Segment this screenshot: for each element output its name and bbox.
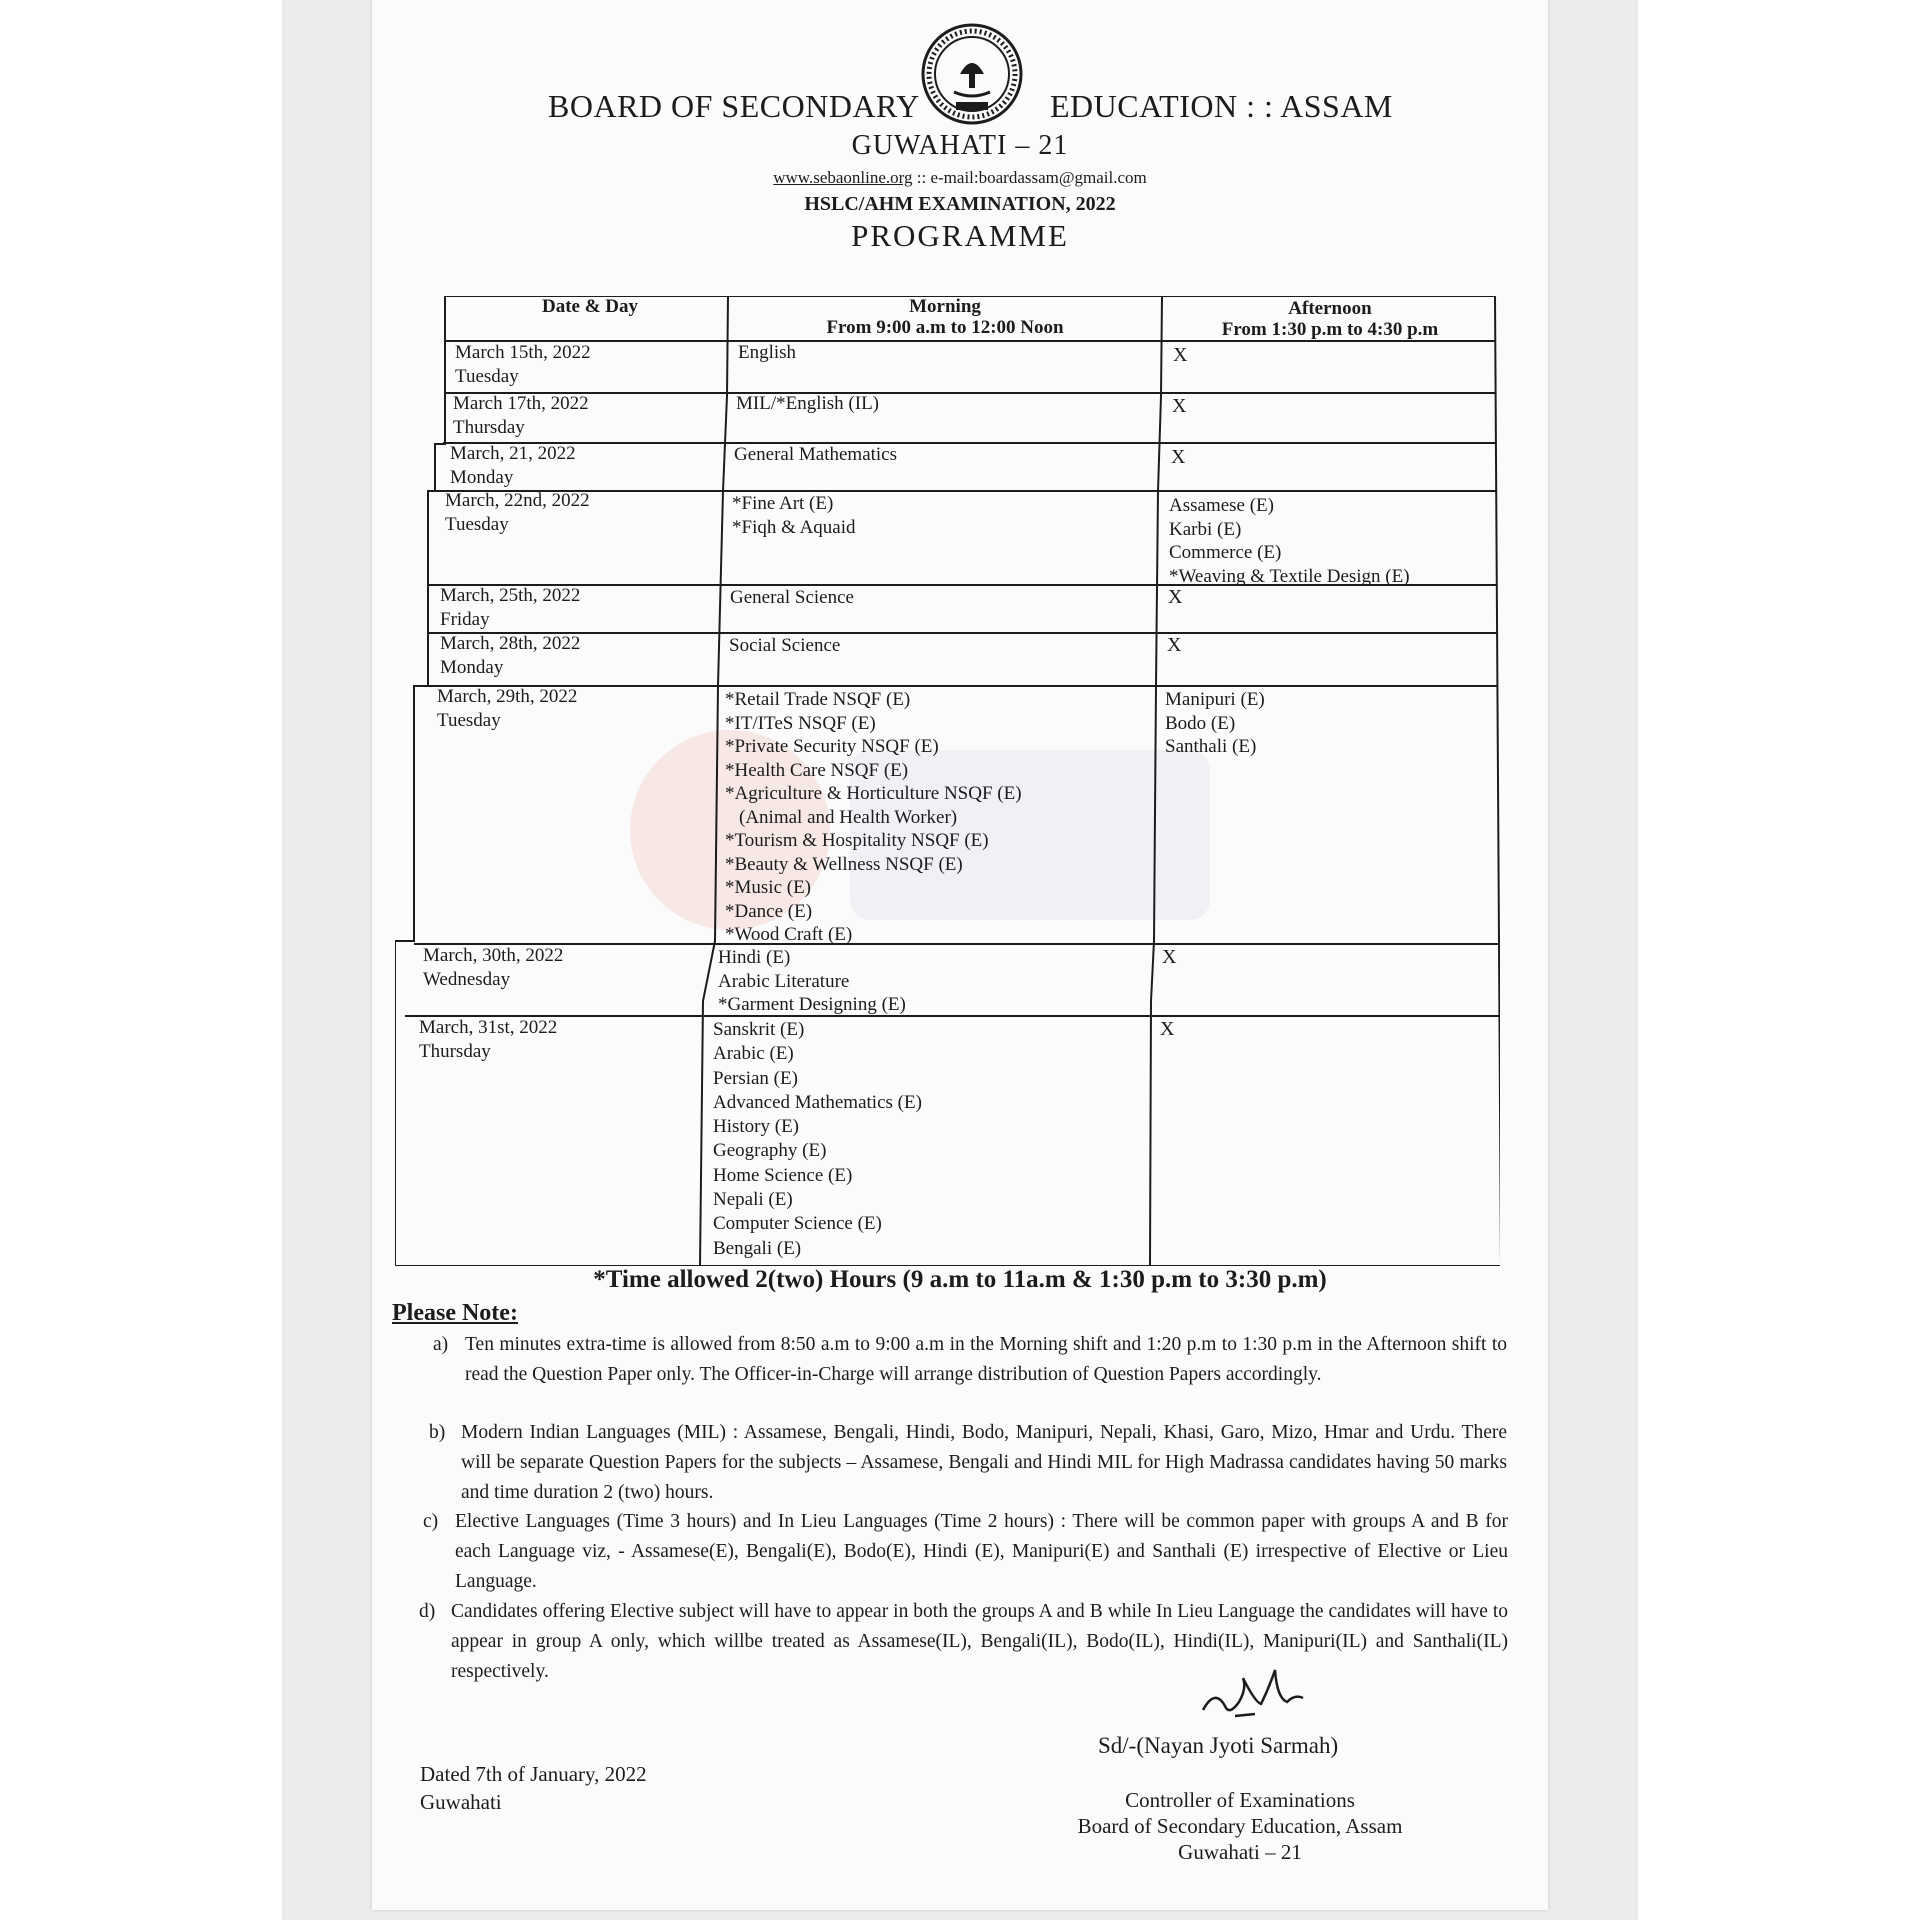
row-date: March 15th, 2022 <box>455 342 591 363</box>
subject: Manipuri (E) <box>1165 689 1265 710</box>
row-day: Friday <box>440 608 490 630</box>
subject: Commerce (E) <box>1169 542 1282 563</box>
row-morning <box>729 634 840 658</box>
table-row-date <box>445 489 590 536</box>
morning-title: Morning <box>909 296 981 317</box>
subject: *Beauty & Wellness NSQF (E) <box>725 853 963 875</box>
row-morning <box>718 946 906 1017</box>
row-afternoon <box>1169 494 1410 588</box>
subject: General Science <box>730 587 854 608</box>
exam-title: HSLC/AHM EXAMINATION, 2022 <box>804 193 1116 215</box>
signatory-name: Sd/-(Nayan Jyoti Sarmah) <box>1098 1733 1339 1758</box>
row-morning <box>730 586 854 610</box>
table-row-date <box>450 442 576 489</box>
not-applicable-mark: X <box>1172 395 1187 417</box>
row-afternoon <box>1173 344 1187 368</box>
row-date: March, 31st, 2022 <box>419 1017 558 1038</box>
subject: English <box>738 342 797 363</box>
not-applicable-mark: X <box>1160 1018 1175 1040</box>
row-date: March 17th, 2022 <box>453 393 589 414</box>
row-afternoon <box>1160 1018 1174 1042</box>
subject: Nepali (E) <box>713 1189 793 1211</box>
website-link[interactable]: www.sebaonline.org <box>773 168 913 187</box>
subject: *Weaving & Textile Design (E) <box>1169 565 1410 587</box>
subject: Arabic Literature <box>718 970 850 992</box>
header-contact <box>0 168 1920 188</box>
header-org-right: EDUCATION : : ASSAM <box>1050 88 1393 124</box>
row-date: March, 21, 2022 <box>450 443 576 464</box>
note-label: d) <box>419 1601 436 1622</box>
note-label: b) <box>429 1422 446 1443</box>
contact-separator: :: <box>916 168 927 187</box>
subject: Arabic (E) <box>713 1043 794 1065</box>
subject: *Agriculture & Horticulture NSQF (E) <box>725 783 1022 804</box>
issue-place: Guwahati <box>420 1790 502 1814</box>
issue-date: Dated 7th of January, 2022 <box>420 1762 647 1786</box>
note-text: Modern Indian Languages (MIL) : Assamese, Bengali, Hindi, Bodo, Manipuri, Nepali, Khasi, Garo, Mizo, Hmar and Urdu. There will be separate Question Papers for the subjects – Assamese, Bengali and Hindi MIL for High Madrassa candidates having 50 marks and time duration 2 (two) hours. <box>461 1422 1507 1503</box>
subject: MIL/*English (IL) <box>736 393 880 414</box>
table-row-date <box>440 632 580 679</box>
subject: *Garment Designing (E) <box>718 994 906 1015</box>
row-date: March, 29th, 2022 <box>437 686 578 707</box>
subject-note: (Animal and Health Worker) <box>739 806 958 828</box>
notes-title: Please Note: <box>392 1300 518 1326</box>
subject: *IT/ITeS NSQF (E) <box>725 712 876 734</box>
column-header-morning <box>735 296 1155 338</box>
subject: Karbi (E) <box>1169 518 1242 540</box>
subject: General Mathematics <box>734 444 898 465</box>
row-afternoon <box>1171 446 1185 470</box>
time-allowed-note: *Time allowed 2(two) Hours (9 a.m to 11a.m & 1:30 p.m to 3:30 p.m) <box>593 1266 1327 1293</box>
note-item <box>423 1507 1508 1597</box>
not-applicable-mark: X <box>1171 446 1186 468</box>
row-morning <box>725 688 1022 947</box>
table-row-date <box>455 341 591 388</box>
row-day: Thursday <box>419 1040 491 1062</box>
row-afternoon <box>1172 395 1186 419</box>
row-afternoon <box>1165 688 1265 759</box>
row-day: Tuesday <box>437 709 501 731</box>
designation: Controller of Examinations <box>1125 1788 1355 1812</box>
signature-scribble <box>1195 1658 1315 1728</box>
note-text: Candidates offering Elective subject will have to appear in both the groups A and B while In Lieu Language the candidates will have to appear in group A only, which willbe treated as Assamese(IL), Bengali(IL), Bodo(IL), Hindi(IL), Manipuri(IL) and Santhali(IL) respectively. <box>451 1601 1508 1682</box>
board-seal-icon <box>920 22 1024 126</box>
header-org-left: BOARD OF SECONDARY <box>548 88 920 124</box>
dated-block <box>420 1760 647 1816</box>
afternoon-title: Afternoon <box>1288 298 1372 319</box>
schedule-table <box>395 296 1500 1266</box>
subject: Advanced Mathematics (E) <box>713 1091 922 1113</box>
subject: *Health Care NSQF (E) <box>725 759 909 781</box>
subject: History (E) <box>713 1116 800 1138</box>
row-day: Tuesday <box>455 365 519 387</box>
table-row-date <box>440 584 580 631</box>
note-text: Ten minutes extra-time is allowed from 8:50 a.m to 9:00 a.m in the Morning shift and 1:20 p.m to 1:30 p.m in the Afternoon shift to read the Question Paper only. The Officer-in-Charge will arrange distribution of Question Papers accordingly. <box>465 1334 1507 1385</box>
column-header-date: Date & Day <box>541 296 639 317</box>
row-morning <box>713 1018 922 1261</box>
not-applicable-mark: X <box>1168 586 1183 608</box>
note-item <box>433 1330 1507 1390</box>
subject: Persian (E) <box>713 1067 798 1089</box>
subject: Hindi (E) <box>718 947 791 968</box>
subject: *Wood Craft (E) <box>725 924 853 945</box>
row-date: March, 25th, 2022 <box>440 585 581 606</box>
row-morning <box>738 341 796 365</box>
subject: *Private Security NSQF (E) <box>725 736 939 757</box>
note-label: c) <box>423 1511 439 1532</box>
subject: Bengali (E) <box>713 1237 802 1259</box>
board-city: Guwahati – 21 <box>1178 1840 1302 1864</box>
email-address: e-mail:boardassam@gmail.com <box>930 168 1147 187</box>
subject: Sanskrit (E) <box>713 1019 805 1040</box>
row-afternoon <box>1162 946 1176 970</box>
not-applicable-mark: X <box>1173 344 1188 366</box>
signatory-designation-block <box>1060 1787 1420 1865</box>
afternoon-time: From 1:30 p.m to 4:30 p.m <box>1221 319 1439 340</box>
subject: Computer Science (E) <box>713 1213 882 1235</box>
row-morning <box>736 392 879 416</box>
table-row-date <box>437 685 577 732</box>
table-row-date <box>419 1016 557 1063</box>
row-day: Wednesday <box>423 968 511 990</box>
table-row-date <box>423 944 563 991</box>
row-morning <box>734 443 897 467</box>
subject: *Retail Trade NSQF (E) <box>725 689 911 710</box>
programme-title: PROGRAMME <box>851 218 1069 253</box>
subject: *Tourism & Hospitality NSQF (E) <box>725 830 989 851</box>
column-header-afternoon <box>1165 298 1495 340</box>
subject: Home Science (E) <box>713 1164 853 1186</box>
subject: Geography (E) <box>713 1140 827 1162</box>
row-day: Monday <box>440 656 504 678</box>
row-date: March, 28th, 2022 <box>440 633 581 654</box>
subject: Social Science <box>729 635 841 656</box>
row-date: March, 22nd, 2022 <box>445 490 590 511</box>
row-day: Monday <box>450 466 514 488</box>
row-morning <box>732 492 856 539</box>
row-afternoon <box>1168 586 1182 610</box>
subject: Bodo (E) <box>1165 712 1236 734</box>
row-day: Thursday <box>453 416 525 438</box>
header-city: GUWAHATI – 21 <box>851 130 1069 161</box>
note-item <box>429 1418 1507 1508</box>
subject: *Dance (E) <box>725 900 813 922</box>
subject: Assamese (E) <box>1169 495 1274 516</box>
row-afternoon <box>1167 634 1181 658</box>
board-name: Board of Secondary Education, Assam <box>1077 1814 1403 1838</box>
subject: *Fine Art (E) <box>732 493 834 514</box>
not-applicable-mark: X <box>1167 634 1182 656</box>
not-applicable-mark: X <box>1162 946 1177 968</box>
row-day: Tuesday <box>445 513 509 535</box>
subject: *Music (E) <box>725 877 812 898</box>
subject: *Fiqh & Aquaid <box>732 516 856 538</box>
subject: Santhali (E) <box>1165 736 1257 757</box>
note-label: a) <box>433 1334 449 1355</box>
note-item <box>419 1597 1508 1687</box>
morning-time: From 9:00 a.m to 12:00 Noon <box>826 317 1064 338</box>
row-date: March, 30th, 2022 <box>423 945 564 966</box>
table-row-date <box>453 392 589 439</box>
note-text: Elective Languages (Time 3 hours) and In Lieu Languages (Time 2 hours) : There will be common paper with groups A and B for each Language viz, - Assamese(E), Bengali(E), Bodo(E), Hindi (E), Manipuri(E) and Santhali (E) irrespective of Elective or Lieu Language. <box>455 1511 1508 1592</box>
